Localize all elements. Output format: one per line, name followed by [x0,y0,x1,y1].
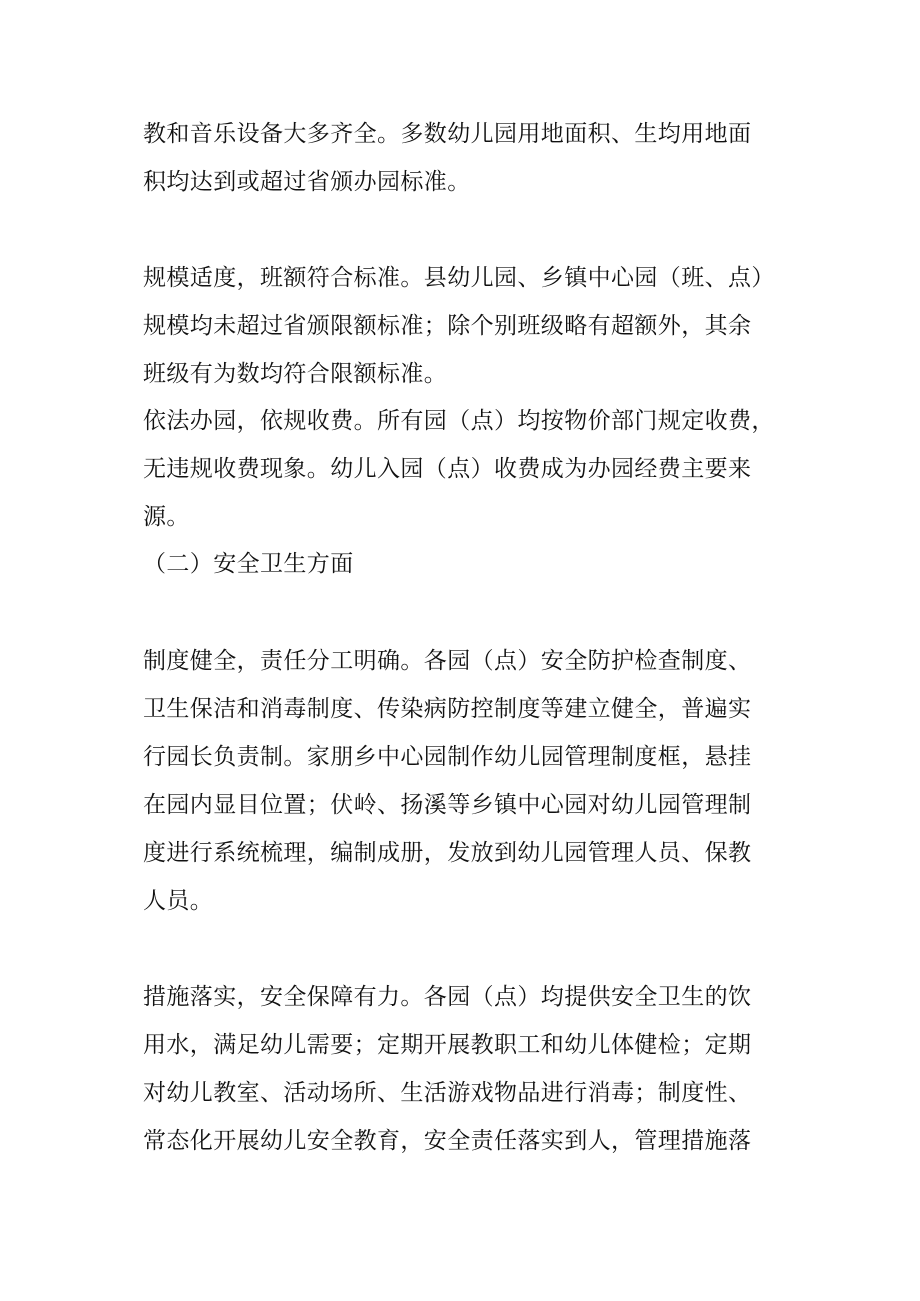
text-line: 规模适度，班额符合标准。县幼儿园、乡镇中心园（班、点） [143,265,775,291]
text-line: 规模均未超过省颁限额标准；除个别班级略有超额外，其余 [143,313,752,339]
text-line: 班级有为数均符合限额标准。 [143,361,448,387]
text-line: 对幼儿教室、活动场所、生活游戏物品进行消毒；制度性、 [143,1080,752,1106]
text-line: 措施落实，安全保障有力。各园（点）均提供安全卫生的饮 [143,984,752,1010]
text-line: 在园内显目位置；伏岭、扬溪等乡镇中心园对幼儿园管理制 [143,792,752,818]
text-line: 教和音乐设备大多齐全。多数幼儿园用地面积、生均用地面 [143,121,752,147]
text-line: 度进行系统梳理，编制成册，发放到幼儿园管理人员、保教 [143,840,752,866]
text-line: 无违规收费现象。幼儿入园（点）收费成为办园经费主要来 [143,456,752,482]
text-line: 用水，满足幼儿需要；定期开展教职工和幼儿体健检；定期 [143,1032,752,1058]
text-line: 积均达到或超过省颁办园标准。 [143,169,471,195]
text-line: 常态化开展幼儿安全教育，安全责任落实到人，管理措施落 [143,1128,752,1154]
text-line: 行园长负责制。家朋乡中心园制作幼儿园管理制度框，悬挂 [143,744,752,770]
text-line: 人员。 [143,888,214,914]
text-line: 依法办园，依规收费。所有园（点）均按物价部门规定收费， [143,408,775,434]
section-heading: （二）安全卫生方面 [143,551,354,577]
text-line: 制度健全，责任分工明确。各园（点）安全防护检查制度、 [143,648,752,674]
text-line: 卫生保洁和消毒制度、传染病防控制度等建立健全，普遍实 [143,696,752,722]
text-line: 源。 [143,504,190,530]
